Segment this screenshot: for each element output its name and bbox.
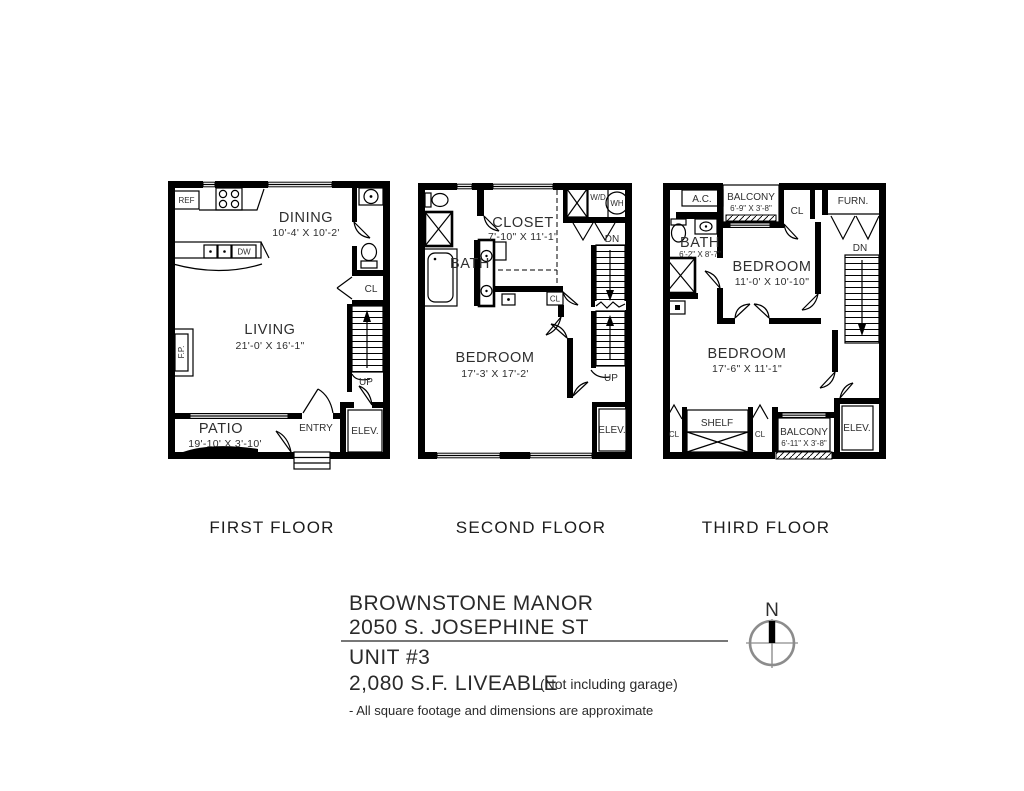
shower bbox=[425, 212, 452, 246]
bifold-door bbox=[831, 216, 855, 239]
patio-steps bbox=[276, 431, 330, 469]
bath-dims: 6'-2" X 8'-7" bbox=[679, 250, 721, 259]
ref-label: REF bbox=[178, 196, 195, 205]
stairs-up bbox=[591, 311, 625, 377]
dw-label: DW bbox=[237, 247, 251, 257]
washer-dryer-label: W/D bbox=[590, 193, 606, 202]
north-label: N bbox=[765, 600, 779, 621]
cl-label: CL bbox=[549, 294, 561, 304]
furnace-label: FURN. bbox=[837, 196, 869, 207]
window bbox=[457, 184, 553, 189]
address: 2050 S. JOSEPHINE ST bbox=[349, 616, 589, 639]
window bbox=[190, 414, 288, 419]
cl-bottom-left-label: CL bbox=[668, 430, 680, 439]
entry-label: ENTRY bbox=[299, 423, 333, 434]
shower bbox=[666, 258, 695, 293]
title-block bbox=[341, 592, 728, 718]
square-footage-note: (Not including garage) bbox=[540, 676, 678, 692]
bathroom bbox=[352, 188, 383, 270]
second-floor-caption: SECOND FLOOR bbox=[455, 518, 607, 537]
closet-bottom-right bbox=[748, 405, 768, 452]
bedroom-upper-dims: 11'-0' X 10'-10" bbox=[734, 276, 810, 288]
elevator-door-swing bbox=[359, 386, 372, 405]
disclaimer: - All square footage and dimensions are approximate bbox=[349, 703, 654, 718]
dn-label: DN bbox=[604, 234, 620, 245]
bifold-door bbox=[573, 223, 593, 240]
second-floor-plan bbox=[418, 183, 632, 459]
floor-outlet bbox=[502, 294, 515, 305]
vanity bbox=[474, 240, 506, 306]
kitchen-island bbox=[173, 242, 269, 271]
living-dims: 21'-0' X 16'-1" bbox=[235, 340, 305, 352]
shelf-label: SHELF bbox=[700, 418, 734, 429]
balcony-top-label: BALCONY bbox=[727, 192, 775, 203]
balcony-bottom-dims: 6'-11" X 3'-8" bbox=[781, 439, 827, 448]
elevator-label: ELEV. bbox=[843, 423, 871, 434]
stove-icon bbox=[216, 188, 242, 210]
stairs-down bbox=[845, 255, 879, 343]
bedroom-door-swing bbox=[802, 294, 818, 310]
bath-door-swing bbox=[705, 271, 720, 288]
bedroom-label: BEDROOM bbox=[455, 350, 535, 366]
first-floor-caption: FIRST FLOOR bbox=[209, 518, 335, 537]
cl-top-label: CL bbox=[790, 206, 804, 217]
bedroom-dims: 17'-3' X 17'-2' bbox=[461, 368, 529, 380]
furnace-room bbox=[822, 183, 879, 239]
unit-number: UNIT #3 bbox=[349, 646, 431, 669]
closet-dims: 7'-10" X 11'-1" bbox=[487, 231, 559, 243]
closet bbox=[337, 270, 390, 306]
building-name: BROWNSTONE MANOR bbox=[349, 592, 594, 615]
double-door-swing bbox=[735, 304, 769, 318]
square-footage: 2,080 S.F. LIVEABLE bbox=[349, 672, 559, 695]
cl-label: CL bbox=[364, 284, 378, 295]
bedroom-upper-label: BEDROOM bbox=[732, 259, 812, 275]
bath-label: BATH bbox=[680, 235, 720, 251]
bedroom-lower-dims: 17'-6" X 11'-1" bbox=[711, 363, 783, 375]
patio-label: PATIO bbox=[198, 421, 244, 437]
bifold-door bbox=[856, 216, 879, 239]
bathroom bbox=[666, 219, 717, 314]
up-label: UP bbox=[359, 377, 373, 388]
bedroom-lower-label: BEDROOM bbox=[707, 346, 787, 362]
bar-counter bbox=[173, 264, 262, 271]
dn-label: DN bbox=[852, 243, 868, 254]
bathroom bbox=[424, 193, 457, 306]
north-compass-icon bbox=[746, 600, 798, 668]
third-floor-caption: THIRD FLOOR bbox=[701, 518, 831, 537]
balcony-railing bbox=[726, 215, 776, 221]
hall-wall bbox=[551, 324, 588, 398]
closet-label: CLOSET bbox=[492, 215, 554, 231]
living-label: LIVING bbox=[244, 322, 296, 338]
bedroom-door-swing bbox=[546, 305, 564, 335]
dining-label: DINING bbox=[278, 210, 334, 226]
third-floor-plan bbox=[663, 183, 886, 459]
elevator-label: ELEV. bbox=[598, 425, 626, 436]
cl-bottom-right-label: CL bbox=[754, 430, 766, 439]
up-label: UP bbox=[604, 373, 618, 384]
first-floor-plan bbox=[168, 181, 390, 469]
balcony-railing bbox=[776, 452, 832, 459]
entry-door-swing bbox=[303, 389, 333, 413]
shelf-unit bbox=[687, 410, 748, 452]
toilet bbox=[425, 193, 431, 207]
patio-dims: 19'-10' X 3'-10' bbox=[188, 438, 262, 450]
ac-label: A.C. bbox=[692, 194, 712, 205]
water-heater-label: WH bbox=[610, 199, 624, 208]
elevator-label: ELEV. bbox=[351, 426, 379, 437]
bath-label: BATH bbox=[450, 256, 490, 272]
stairs-down bbox=[591, 245, 625, 307]
toilet bbox=[362, 244, 377, 261]
balcony-bottom-label: BALCONY bbox=[780, 427, 828, 438]
balcony-top-dims: 6'-9" X 3'-8" bbox=[730, 204, 772, 213]
fireplace-label: F.P. bbox=[177, 345, 186, 359]
north-needle bbox=[769, 621, 775, 643]
dining-dims: 10'-4' X 10'-2' bbox=[272, 227, 340, 239]
